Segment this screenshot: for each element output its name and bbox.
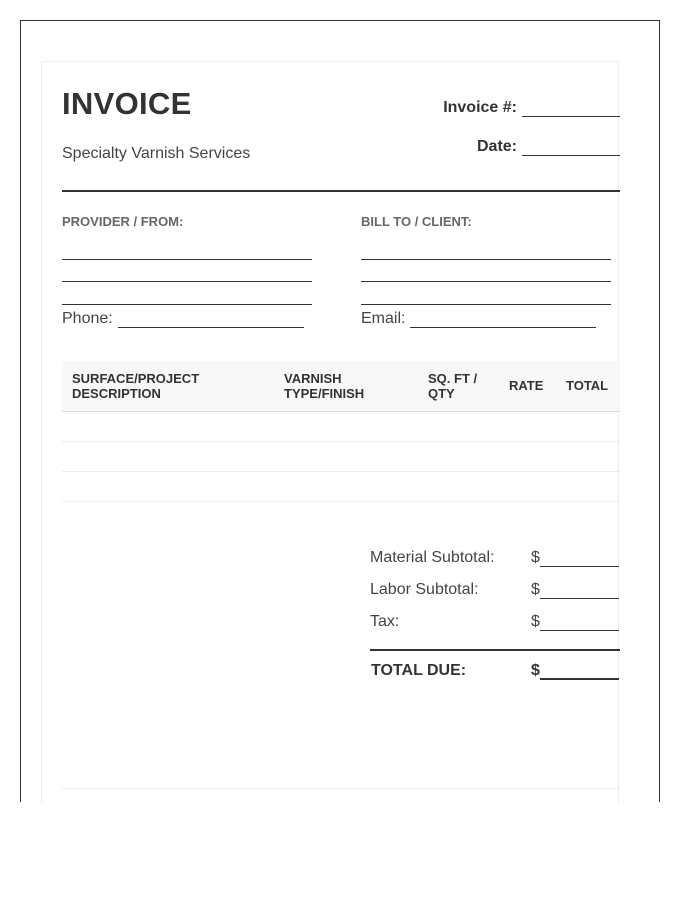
labor-subtotal-blank[interactable] bbox=[540, 584, 619, 599]
provider-line-2[interactable] bbox=[62, 281, 312, 282]
currency-symbol: $ bbox=[531, 581, 540, 598]
header-sqft-qty: SQ. FT / QTY bbox=[428, 371, 478, 401]
client-line-1[interactable] bbox=[361, 259, 611, 260]
material-subtotal-field[interactable] bbox=[531, 549, 619, 567]
total-divider bbox=[370, 649, 620, 651]
footer-divider bbox=[62, 788, 620, 789]
invoice-title: INVOICE bbox=[62, 86, 192, 121]
client-line-3[interactable] bbox=[361, 304, 611, 305]
date-field[interactable] bbox=[477, 138, 620, 156]
currency-symbol: $ bbox=[531, 662, 540, 679]
table-row[interactable] bbox=[62, 471, 620, 472]
header-surface-description: SURFACE/PROJECT DESCRIPTION bbox=[72, 371, 200, 401]
invoice-number-blank[interactable] bbox=[522, 102, 620, 117]
email-label: Email: bbox=[361, 310, 406, 327]
phone-label: Phone: bbox=[62, 310, 113, 327]
invoice-number-field[interactable] bbox=[443, 99, 620, 117]
email-field[interactable] bbox=[361, 310, 596, 328]
material-subtotal-blank[interactable] bbox=[540, 552, 619, 567]
total-due-field[interactable] bbox=[531, 662, 619, 680]
date-blank[interactable] bbox=[522, 141, 620, 156]
header-divider bbox=[62, 190, 620, 192]
invoice-sheet bbox=[41, 61, 619, 803]
date-label: Date: bbox=[476, 138, 517, 155]
phone-blank[interactable] bbox=[118, 313, 304, 328]
header-total: TOTAL bbox=[566, 378, 609, 393]
phone-field[interactable] bbox=[62, 310, 304, 328]
table-row[interactable] bbox=[62, 441, 620, 442]
tax-blank[interactable] bbox=[540, 616, 619, 631]
provider-line-3[interactable] bbox=[62, 304, 312, 305]
currency-symbol: $ bbox=[531, 613, 540, 630]
provider-label: PROVIDER / FROM: bbox=[62, 214, 184, 229]
tax-label: Tax: bbox=[370, 613, 400, 630]
currency-symbol: $ bbox=[531, 549, 540, 566]
business-subtitle: Specialty Varnish Services bbox=[62, 145, 251, 162]
total-due-blank[interactable] bbox=[540, 664, 619, 680]
provider-line-1[interactable] bbox=[62, 259, 312, 260]
client-label: BILL TO / CLIENT: bbox=[361, 214, 472, 229]
line-items-header bbox=[62, 361, 620, 412]
client-line-2[interactable] bbox=[361, 281, 611, 282]
invoice-number-label: Invoice #: bbox=[443, 99, 517, 116]
material-subtotal-label: Material Subtotal: bbox=[370, 549, 495, 566]
email-blank[interactable] bbox=[410, 313, 596, 328]
labor-subtotal-label: Labor Subtotal: bbox=[370, 581, 479, 598]
table-row[interactable] bbox=[62, 501, 620, 502]
tax-field[interactable] bbox=[531, 613, 619, 631]
header-varnish-type: VARNISH TYPE/FINISH bbox=[284, 371, 365, 401]
total-due-label: TOTAL DUE: bbox=[371, 662, 467, 679]
header-rate: RATE bbox=[509, 378, 544, 393]
labor-subtotal-field[interactable] bbox=[531, 581, 619, 599]
